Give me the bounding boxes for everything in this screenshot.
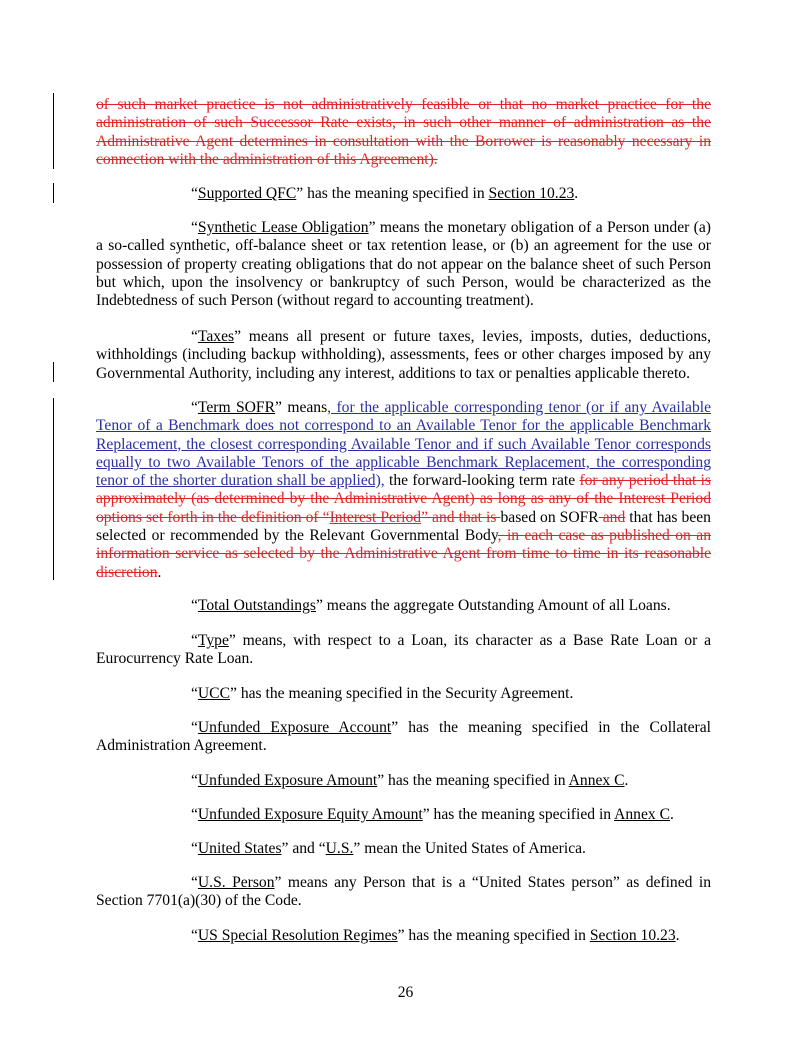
defined-term: U.S. Person: [197, 874, 275, 891]
text-run: based on SOFR: [500, 508, 599, 526]
text-run: “: [191, 927, 198, 944]
defined-term: Type: [197, 632, 229, 649]
text-run: “: [191, 328, 198, 345]
defined-term: Unfunded Exposure Amount: [197, 772, 378, 789]
paragraph-successor-rate-tail: [96, 96, 711, 169]
deleted-text: , in each case as published on an information service as selected by the Administrative Agent from time to time in its reasonable discretion: [96, 527, 711, 581]
definition-united-states: [96, 840, 711, 858]
change-bar: [53, 398, 54, 580]
inserted-text: , for the applicable corresponding tenor (or if any Available Tenor of a Benchmark does not correspond to an Available Tenor for the applicable Benchmark Replacement, the closest corresponding Available Tenor and if such Available Tenor corresponds equally to two Available Tenors of the applicable Benchmark Replacement, the corresponding tenor of the shorter duration shall be applied),: [96, 399, 711, 490]
text-run: ” has the meaning specified in the Collateral Administration Agreement.: [96, 719, 711, 755]
deleted-text: of such market practice is not administratively feasible or that no market practice for the administration of such Successor Rate exists, in such other manner of administration as the Administrative Agent determines in consultation with the Borrower is reasonably necessary in connection with the administration of this Agreement).: [96, 96, 711, 168]
defined-term: Section 10.23: [589, 927, 676, 944]
text-run: ” means the monetary obligation of a Person under (a) a so-called synthetic, off-balance sheet or tax retention lease, or (b) an agreement for the use or possession of property creating obligations that do not appear on the balance sheet of such Person but which, upon the insolvency or bankruptcy of such Person, would be characterized as the Indebtedness of such Person (without regard to accounting treatment).: [96, 219, 711, 310]
definition-ucc: [96, 685, 711, 703]
defined-term: Section 10.23: [488, 185, 575, 202]
text-run: ” has the meaning specified in: [397, 927, 590, 944]
definition-taxes: [96, 328, 711, 383]
text-run: ” has the meaning specified in: [422, 806, 615, 823]
change-bar: [53, 93, 54, 169]
change-bar: [53, 362, 54, 382]
defined-term: Term SOFR: [197, 399, 276, 416]
definition-synthetic-lease-obligation: [96, 219, 711, 310]
text-run: “: [191, 685, 198, 702]
deleted-text: ” and that is: [421, 508, 501, 526]
deleted-text: and: [598, 508, 626, 526]
text-run: “: [191, 185, 198, 202]
text-run: “: [191, 840, 198, 857]
defined-term: Annex C: [568, 772, 625, 789]
text-run: .: [624, 772, 629, 789]
text-run: .: [574, 185, 579, 202]
text-run: ” mean the United States of America.: [353, 840, 586, 857]
definition-unfunded-exposure-account: [96, 719, 711, 756]
defined-term: Taxes: [197, 328, 235, 345]
definition-supported-qfc: [96, 185, 711, 203]
defined-term: U.S.: [325, 840, 354, 857]
text-run: ” has the meaning specified in: [377, 772, 569, 789]
defined-term: Supported QFC: [197, 185, 297, 202]
text-run: .: [670, 806, 674, 823]
definition-us-special-resolution-regimes: [96, 927, 711, 945]
defined-term: United States: [197, 840, 282, 857]
defined-term: Total Outstandings: [197, 597, 316, 614]
definition-us-person: [96, 874, 711, 911]
text-run: .: [675, 927, 680, 944]
text-run: ” means, with respect to a Loan, its character as a Base Rate Loan or a Eurocurrency Rate Loan.: [96, 632, 711, 668]
text-run: “: [191, 219, 198, 236]
defined-term: Synthetic Lease Obligation: [197, 219, 369, 236]
deleted-defined-term: Interest Period: [329, 508, 422, 526]
definition-unfunded-exposure-amount: [96, 772, 711, 790]
text-run: ” means the aggregate Outstanding Amount of all Loans.: [315, 597, 671, 614]
defined-term: US Special Resolution Regimes: [197, 927, 398, 944]
text-run: “: [191, 632, 198, 649]
text-run: ” and “: [281, 840, 326, 857]
text-run: “: [191, 874, 198, 891]
deleted-text: for any period that is approximately (as determined by the Administrative Agent) as long as any of the Interest Period options set forth in the definition of “: [96, 472, 711, 526]
defined-term: Unfunded Exposure Account: [197, 719, 392, 736]
definition-type: [96, 632, 711, 669]
defined-term: Unfunded Exposure Equity Amount: [197, 806, 423, 823]
text-run: “: [191, 772, 198, 789]
page-number: 26: [397, 984, 414, 1001]
definition-total-outstandings: [96, 597, 711, 615]
text-run: “: [191, 597, 198, 614]
text-run: ” means all present or future taxes, levies, imposts, duties, deductions, withholdings (including backup withholding), assessments, fees or other charges imposed by any Governmental Authority, including any interest, additions to tax or penalties applicable thereto.: [96, 328, 711, 382]
definition-unfunded-exposure-equity-amount: [96, 806, 711, 824]
definition-term-sofr: [96, 399, 711, 582]
text-run: ” means any Person that is a “United States person” as defined in Section 7701(a)(30) of the Code.: [96, 874, 711, 910]
text-run: ” has the meaning specified in the Security Agreement.: [230, 685, 574, 702]
text-run: .: [157, 563, 162, 581]
text-run: ” means: [275, 399, 328, 416]
text-run: “: [191, 806, 198, 823]
text-run: that has been selected or recommended by the Relevant Governmental Body: [96, 508, 711, 545]
text-run: the forward-looking term rate: [384, 472, 580, 490]
defined-term: Annex C: [614, 806, 670, 823]
text-run: ” has the meaning specified in: [296, 185, 489, 202]
defined-term: UCC: [197, 685, 230, 702]
change-bar: [53, 183, 54, 203]
text-run: “: [191, 719, 198, 736]
text-run: “: [191, 399, 198, 416]
